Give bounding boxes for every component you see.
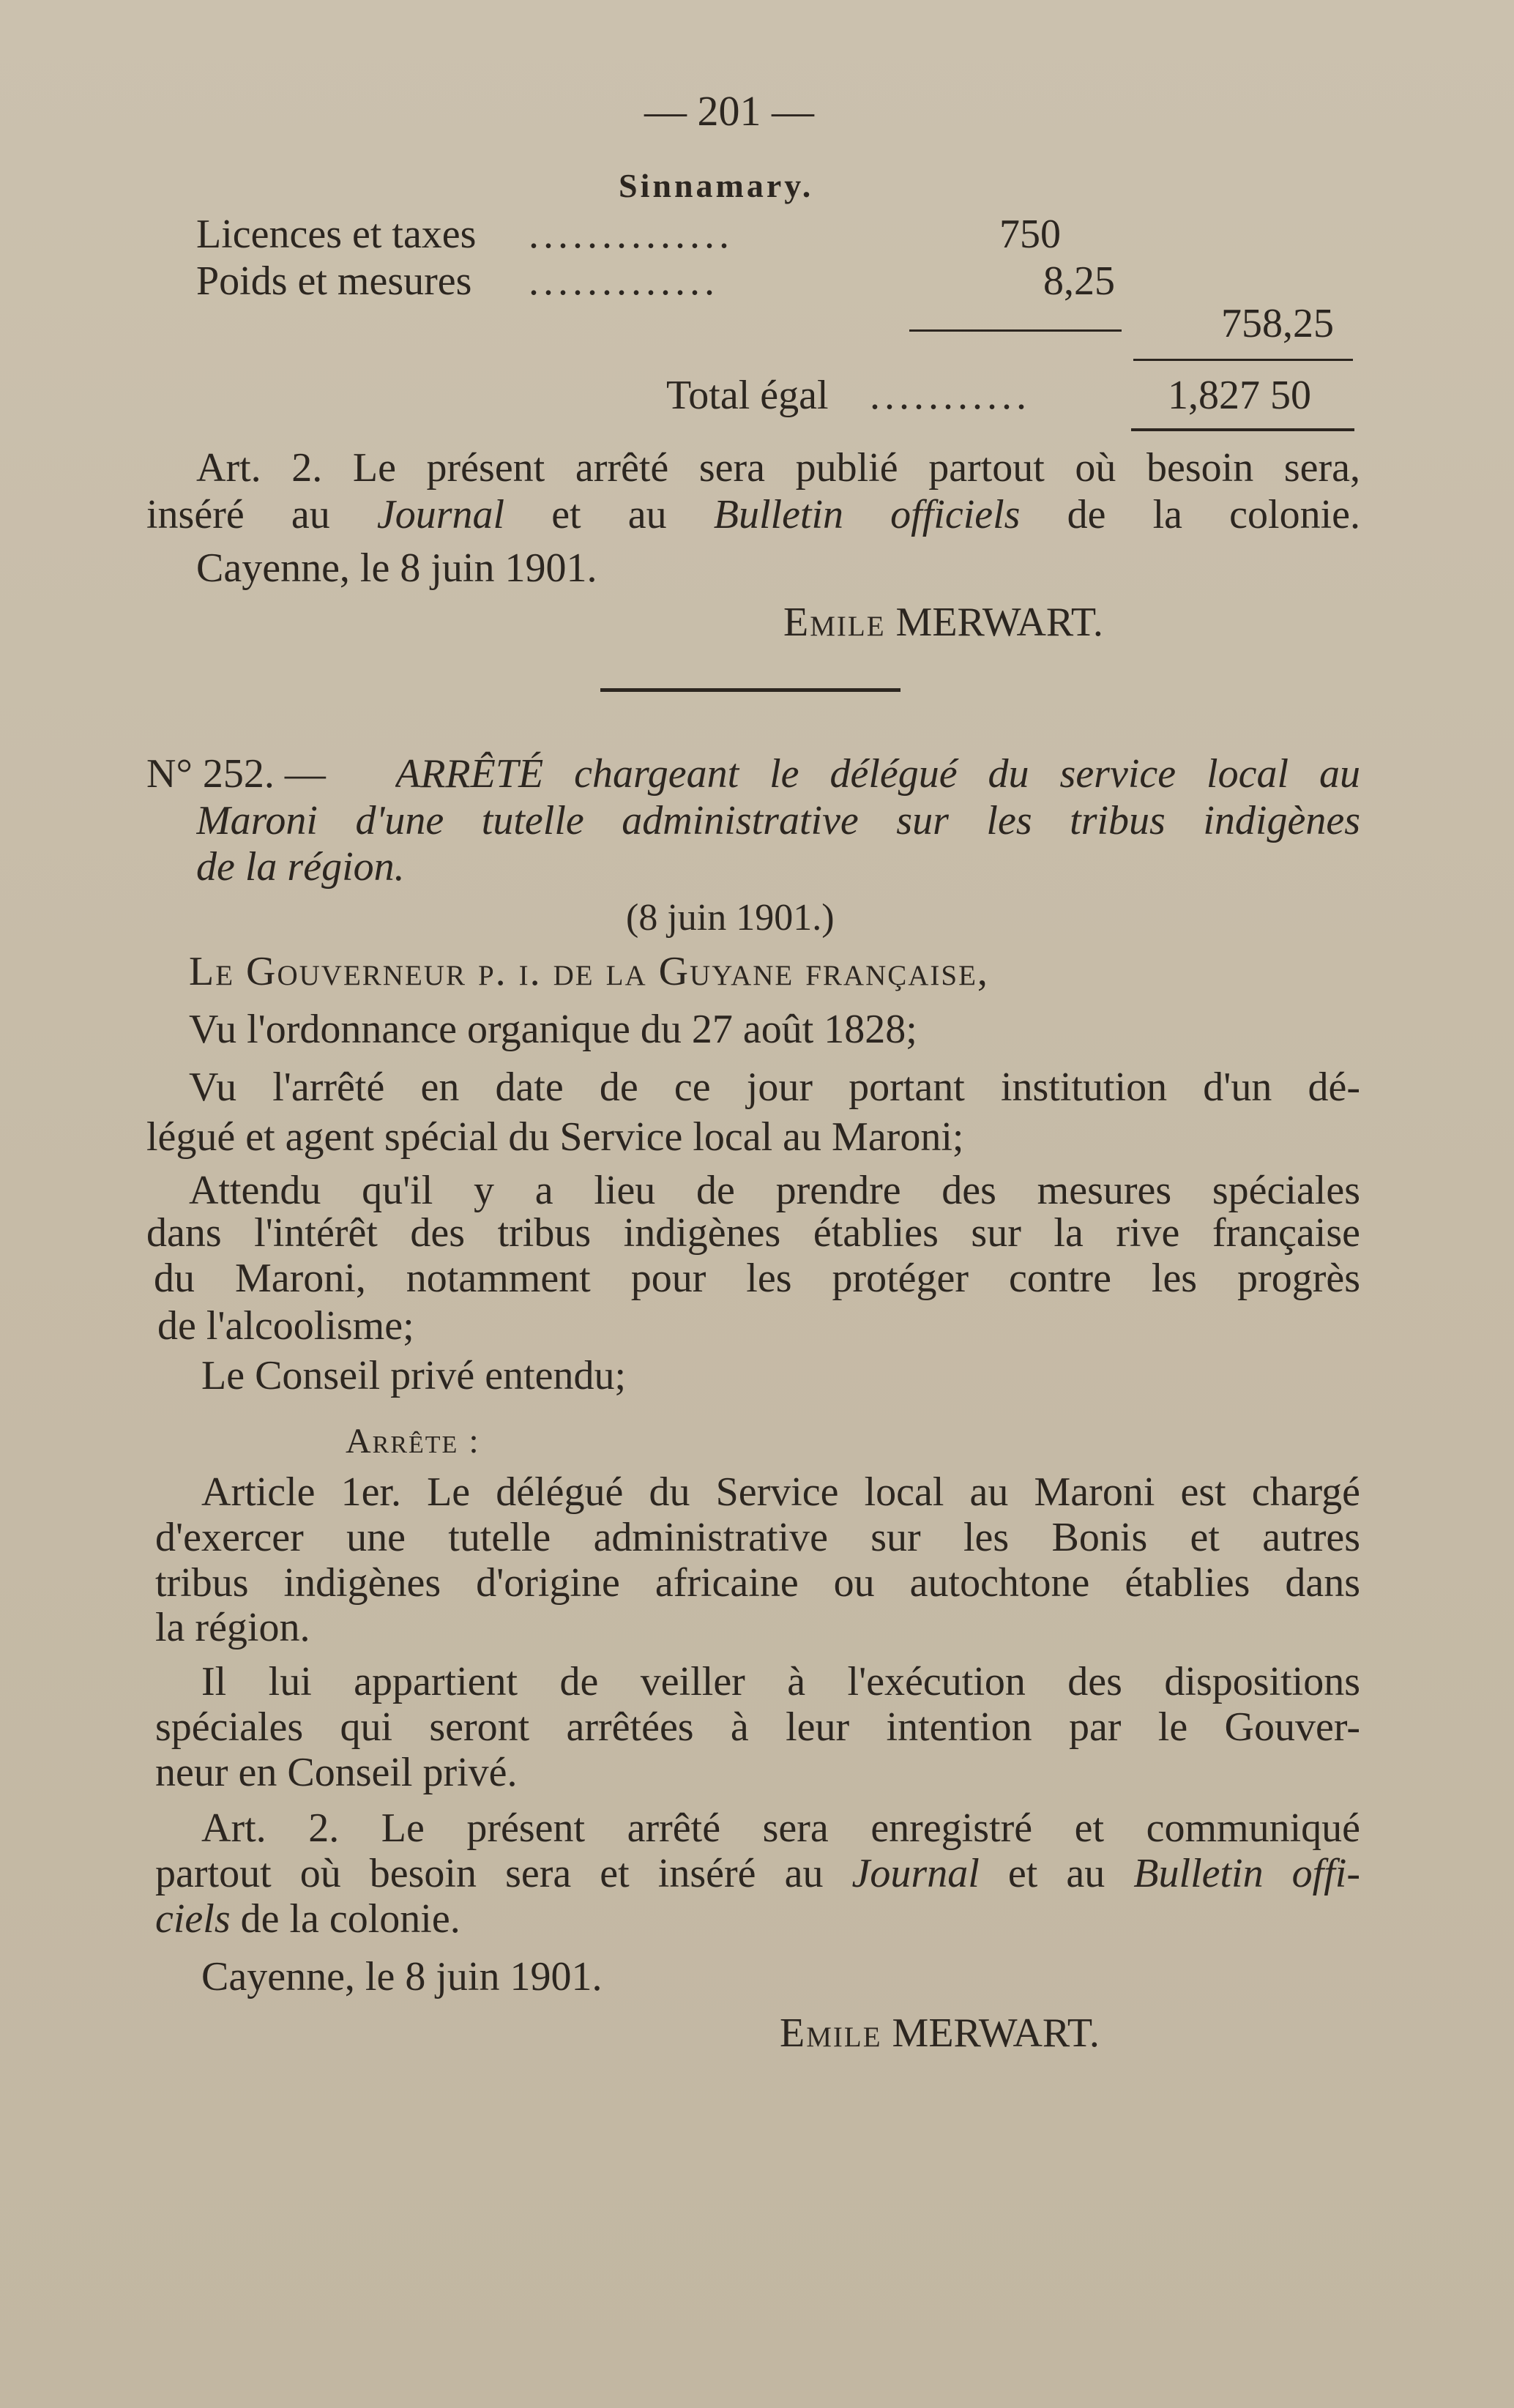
arrete-heading: Arrête : <box>346 1422 480 1461</box>
page-number: — 201 — <box>644 87 814 135</box>
total-bottom-rule <box>1131 428 1354 431</box>
subtotal-rule <box>909 329 1122 332</box>
place-date: Cayenne, le 8 juin 1901. <box>201 1954 603 1999</box>
total-dots: ........... <box>870 373 1031 418</box>
total-top-rule <box>1133 359 1353 361</box>
signature-last: MERWART. <box>892 2010 1100 2056</box>
article-line: ciels de la colonie. <box>155 1896 460 1942</box>
total-label: Total égal <box>666 373 829 418</box>
subtotal-value: 758,25 <box>1221 301 1334 346</box>
article-line: Il lui appartient de veiller à l'exécution des dispositions <box>201 1659 1360 1704</box>
signature-first: Emile <box>780 2010 882 2056</box>
finance-row-label: Poids et mesures <box>196 258 472 304</box>
article-line: Art. 2. Le présent arrêté sera publié partout où besoin sera, <box>196 445 1360 491</box>
signature-first: Emile <box>783 600 886 645</box>
finance-row-amount: 750 <box>999 212 1061 257</box>
consideration-line: légué et agent spécial du Service local au Maroni; <box>146 1114 964 1160</box>
governor-intro: Le Gouverneur p. i. de la Guyane française, <box>189 949 989 994</box>
article-line: la région. <box>155 1605 310 1650</box>
consideration-line: Vu l'ordonnance organique du 27 août 1828; <box>189 1007 917 1052</box>
article-line: tribus indigènes d'origine africaine ou autochtone établies dans <box>155 1560 1360 1606</box>
consideration-line: de l'alcoolisme; <box>157 1303 414 1349</box>
finance-row-label: Licences et taxes <box>196 212 477 257</box>
article-line: neur en Conseil privé. <box>155 1750 518 1795</box>
place-date: Cayenne, le 8 juin 1901. <box>196 545 597 591</box>
article-line: Art. 2. Le présent arrêté sera enregistré et communiqué <box>201 1805 1360 1851</box>
signature-last: MERWART. <box>895 600 1103 645</box>
finance-row-amount: 8,25 <box>1043 258 1115 304</box>
decree-title-line: de la région. <box>196 844 405 890</box>
consideration-line: Vu l'arrêté en date de ce jour portant institution d'un dé- <box>189 1065 1360 1110</box>
consideration-line: dans l'intérêt des tribus indigènes établies sur la rive française <box>146 1210 1360 1256</box>
article-line: Article 1er. Le délégué du Service local au Maroni est chargé <box>201 1469 1360 1515</box>
article-line: inséré au Journal et au Bulletin officiels de la colonie. <box>146 492 1360 537</box>
consideration-line: Le Conseil privé entendu; <box>201 1353 627 1398</box>
finance-row-dots: ............. <box>529 258 719 304</box>
article-line: d'exercer une tutelle administrative sur les Bonis et autres <box>155 1515 1360 1560</box>
total-value: 1,827 50 <box>1168 373 1311 418</box>
decree-title-line: ARRÊTÉ chargeant le délégué du service local au <box>395 751 1360 797</box>
section-divider <box>600 688 900 692</box>
consideration-line: du Maroni, notamment pour les protéger contre les progrès <box>154 1256 1360 1301</box>
decree-date: (8 juin 1901.) <box>626 897 835 939</box>
decree-title-line: Maroni d'une tutelle administrative sur les tribus indigènes <box>196 798 1360 843</box>
decree-number: N° 252. — <box>146 751 326 797</box>
consideration-line: Attendu qu'il y a lieu de prendre des mesures spéciales <box>189 1168 1360 1213</box>
article-line: spéciales qui seront arrêtées à leur intention par le Gouver- <box>155 1704 1360 1750</box>
finance-row-dots: .............. <box>529 212 734 257</box>
signature <box>780 2010 1100 2057</box>
signature <box>783 599 1103 646</box>
district-heading: Sinnamary. <box>619 167 814 204</box>
article-line: partout où besoin sera et inséré au Journal et au Bulletin offi- <box>155 1851 1360 1896</box>
